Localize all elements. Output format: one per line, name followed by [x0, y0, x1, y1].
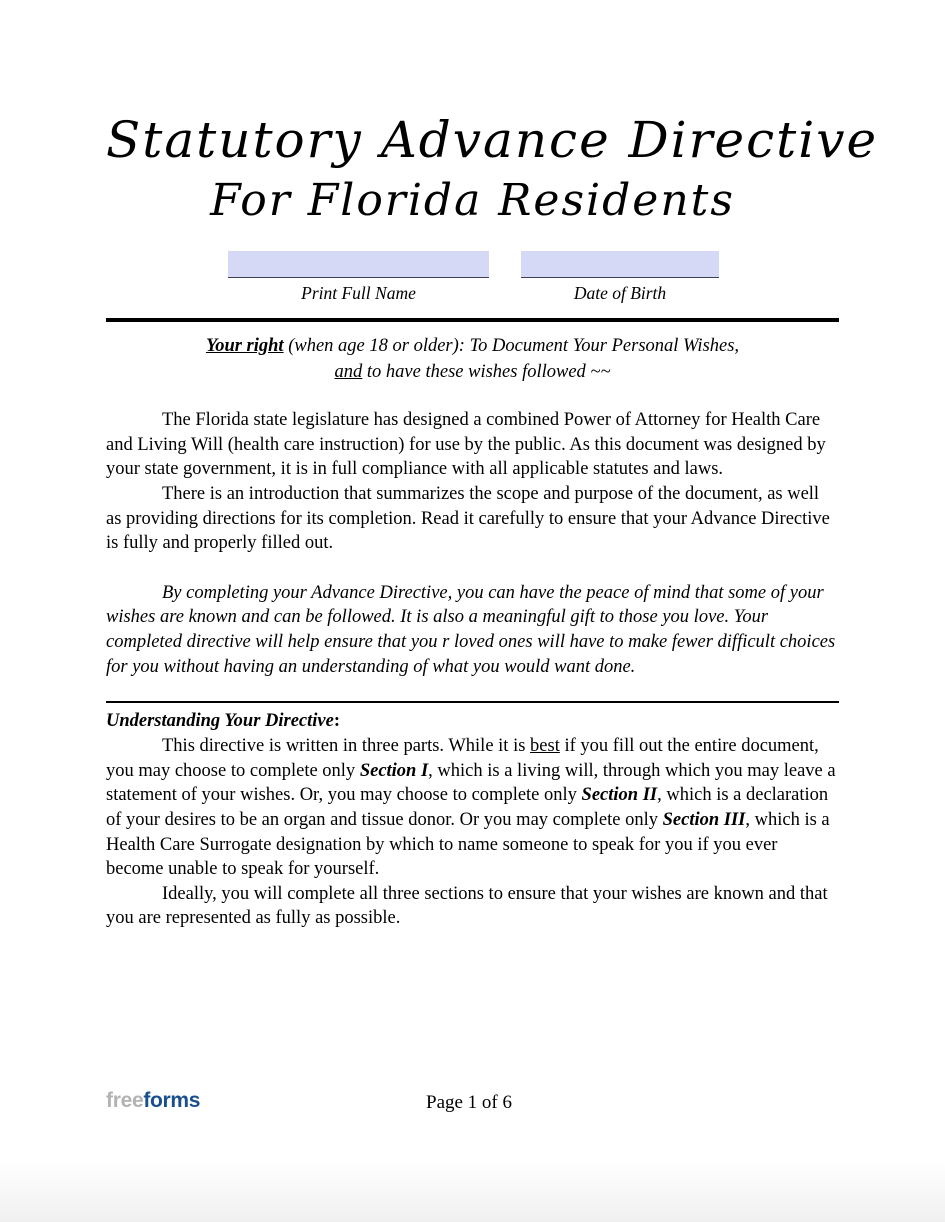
understanding-divider-thin	[106, 701, 839, 703]
header-form-fields	[106, 251, 839, 309]
rights-banner-line-1-rest: (when age 18 or older): To Document Your Personal Wishes,	[283, 335, 740, 356]
page-footer	[106, 1090, 839, 1120]
document-title-line-1: Statutory Advance Directive	[106, 111, 879, 169]
understanding-text-1e: , which is a Health Care Surrogate designation by which to name someone to speak for you if you ever become unable to speak for yourself.	[106, 809, 830, 880]
understanding-section	[106, 734, 839, 931]
section-three-reference: Section III	[662, 809, 746, 830]
understanding-heading-colon: :	[333, 711, 341, 732]
understanding-text-1b: if you fill out the entire document, you may choose to complete only	[106, 736, 819, 781]
header-divider-thick	[106, 318, 839, 322]
freeforms-logo	[106, 1090, 200, 1111]
page-bottom-fade	[0, 1162, 945, 1222]
full-name-input[interactable]	[228, 251, 489, 278]
section-one-reference: Section I	[359, 760, 429, 781]
intro-section	[106, 408, 839, 679]
rights-banner	[106, 333, 839, 387]
date-of-birth-label: Date of Birth	[573, 282, 667, 303]
understanding-text-1d: , which is a declaration of your desires to be an organ and tissue donor. Or you may complete only	[106, 785, 829, 830]
intro-paragraph-1: The Florida state legislature has designed a combined Power of Attorney for Health Care and Living Will (health care instruction) for use by the public. As this document was designed by your state government, it is in full compliance with all applicable statutes and laws.	[106, 410, 826, 480]
page-content	[106, 0, 879, 931]
document-title-line-2: For Florida Residents	[210, 175, 735, 226]
logo-forms-text: forms	[143, 1089, 201, 1112]
rights-banner-line-2	[106, 359, 839, 386]
understanding-paragraph-2: Ideally, you will complete all three sections to ensure that your wishes are known and that you are represented as fully as possible.	[106, 883, 828, 929]
intro-italic-block	[106, 581, 839, 679]
logo-free-text: free	[106, 1089, 144, 1112]
document-title-block	[106, 0, 879, 227]
intro-paragraph-2: There is an introduction that summarizes the scope and purpose of the document, as well as providing directions for its completion. Read it carefully to ensure that your Advance Directive is fully and properly filled out.	[106, 484, 830, 554]
intro-paragraph-3: By completing your Advance Directive, you can have the peace of mind that some of your wishes are known and can be followed. It is also a meaningful gift to those you love. Your completed directive will help ensure that you r loved ones will have to make fewer difficult choices for you without having an understanding of what you would want done.	[106, 582, 836, 677]
understanding-heading-text: Understanding Your Directive	[106, 711, 334, 732]
date-of-birth-field-group	[521, 251, 719, 306]
rights-banner-line-1	[106, 333, 839, 360]
rights-banner-and: and	[334, 362, 363, 383]
section-two-reference: Section II	[581, 785, 658, 806]
date-of-birth-input[interactable]	[521, 251, 719, 278]
understanding-best-underlined: best	[530, 736, 560, 757]
full-name-field-group	[228, 251, 489, 306]
understanding-text-1c: , which is a living will, through which you may leave a statement of your wishes. Or, you may choose to complete only	[106, 760, 836, 806]
understanding-paragraph-1	[106, 734, 839, 882]
full-name-label: Print Full Name	[301, 282, 416, 303]
understanding-text-1a: This directive is written in three parts. While it is	[162, 736, 531, 757]
page-number: Page 1 of 6	[426, 1092, 513, 1113]
rights-banner-emphasis: Your right	[205, 335, 284, 356]
rights-banner-line-2-rest: to have these wishes followed ~~	[362, 362, 611, 383]
understanding-heading	[106, 709, 839, 734]
